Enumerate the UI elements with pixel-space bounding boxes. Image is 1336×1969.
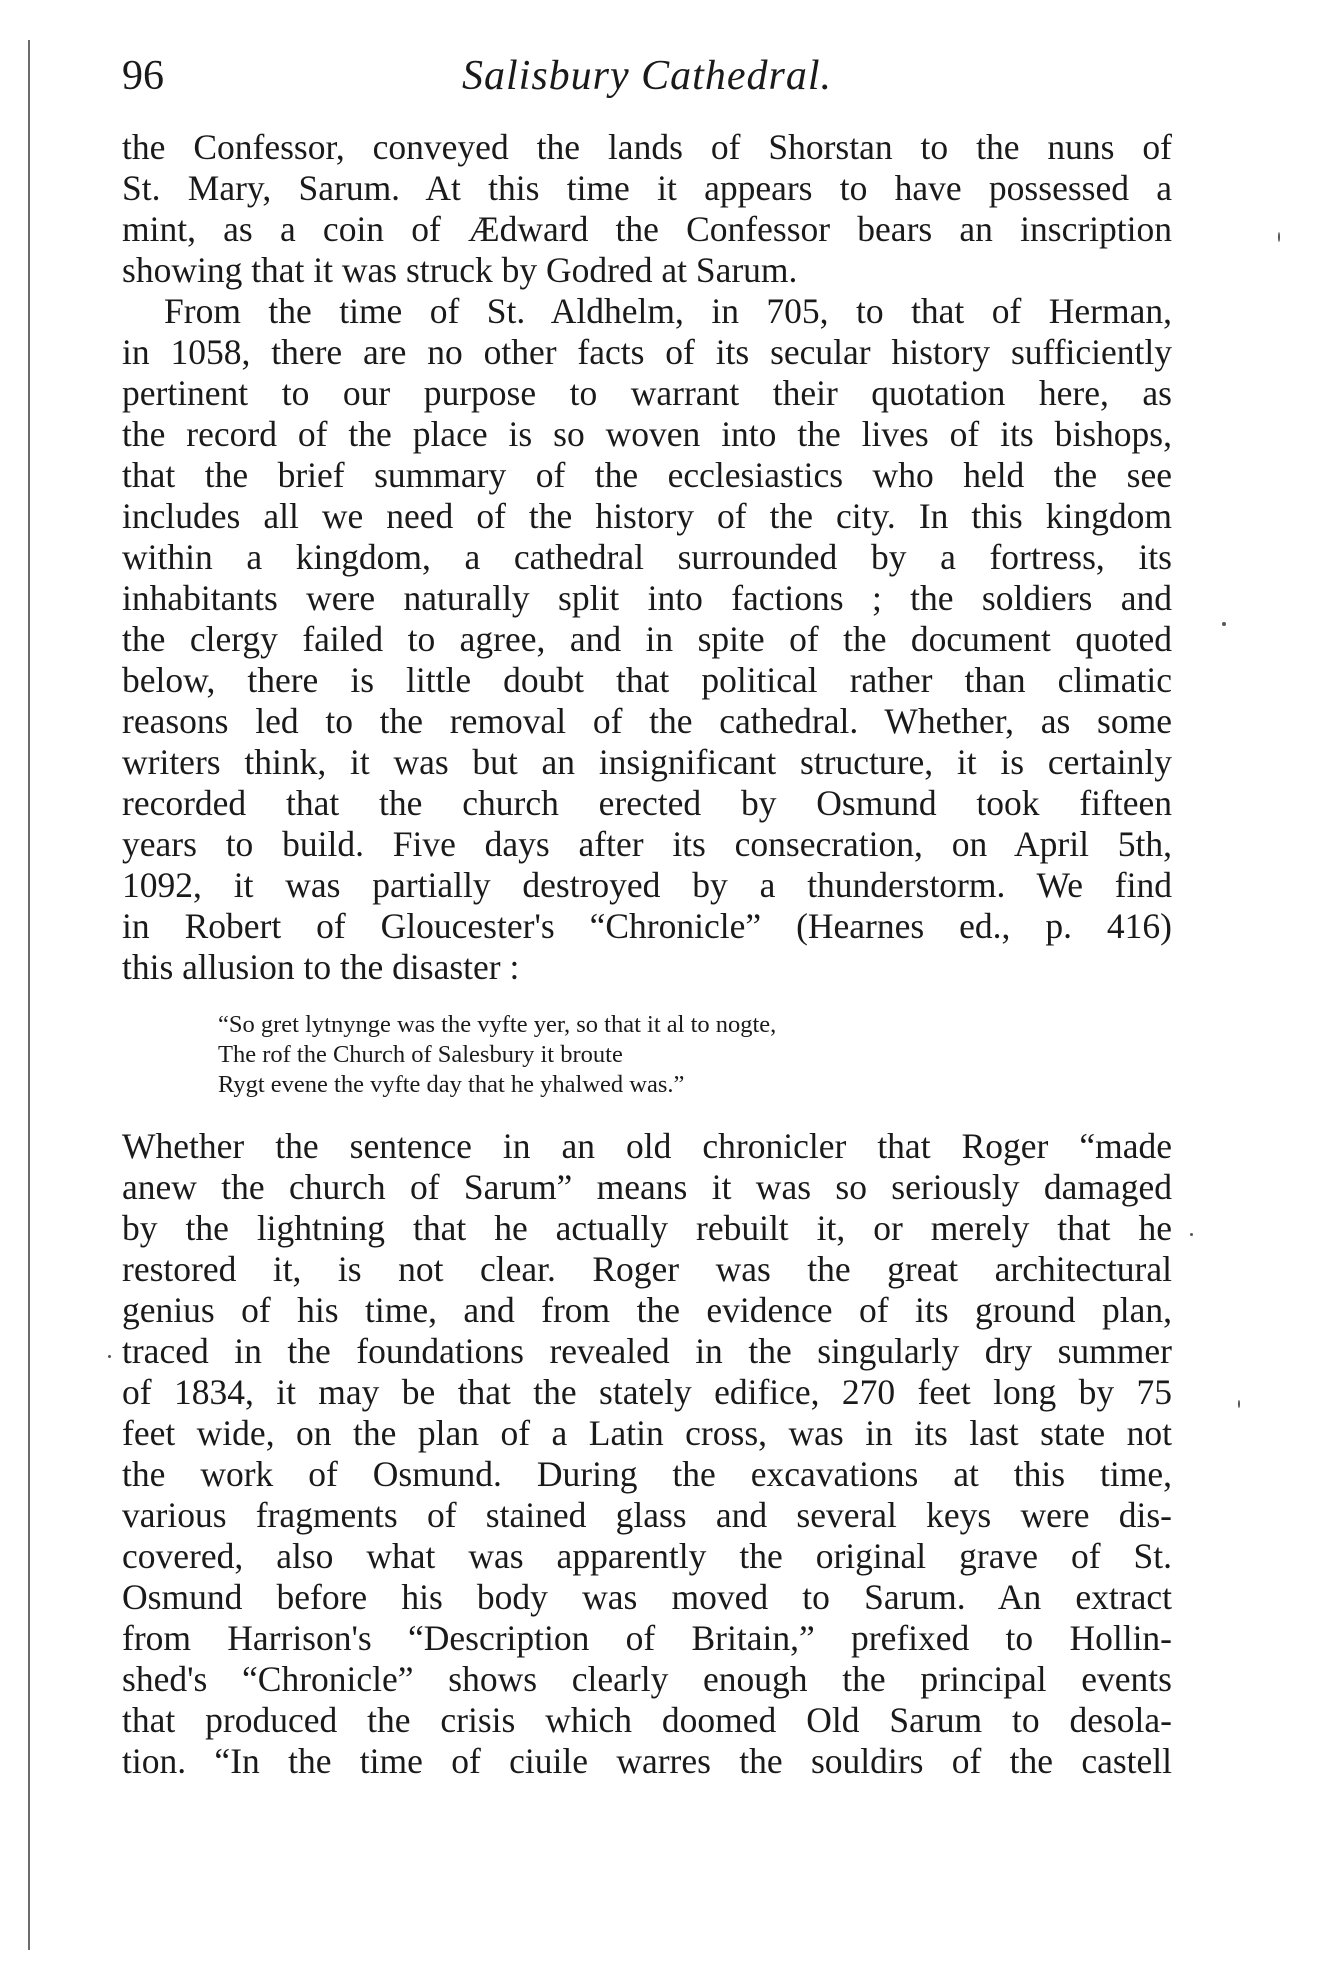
running-header [122, 52, 1172, 112]
text-line: restored it, is not clear. Roger was the great architectural [122, 1249, 1172, 1289]
text-line: the work of Osmund. During the excavations at this time, [122, 1454, 1172, 1494]
text-line: covered, also what was apparently the original grave of St. [122, 1536, 1172, 1576]
text-line: of 1834, it may be that the stately edifice, 270 feet long by 75 [122, 1372, 1172, 1412]
text-line: in 1058, there are no other facts of its secular history sufficiently [122, 332, 1172, 372]
verse-quotation [218, 1010, 1172, 1100]
running-title: Salisbury Cathedral. [461, 53, 832, 99]
text-line: within a kingdom, a cathedral surrounded by a fortress, its [122, 537, 1172, 577]
paragraph-2 [122, 291, 1172, 988]
text-line: reasons led to the removal of the cathedral. Whether, as some [122, 701, 1172, 741]
scan-speck [1190, 1233, 1193, 1236]
text-line: recorded that the church erected by Osmund took fifteen [122, 783, 1172, 823]
verse-line: The rof the Church of Salesbury it broute [218, 1041, 623, 1068]
text-line: the Confessor, conveyed the lands of Shorstan to the nuns of [122, 127, 1172, 167]
text-line: from Harrison's “Description of Britain,” prefixed to Hollin- [122, 1618, 1172, 1658]
text-line: shed's “Chronicle” shows clearly enough the principal events [122, 1659, 1172, 1699]
text-line: the clergy failed to agree, and in spite of the document quoted [122, 619, 1172, 659]
scan-speck [1222, 622, 1226, 626]
text-line: in Robert of Gloucester's “Chronicle” (Hearnes ed., p. 416) [122, 906, 1172, 946]
scan-speck [108, 1355, 111, 1358]
text-line: the record of the place is so woven into the lives of its bishops, [122, 414, 1172, 454]
verse-line: “So gret lytnynge was the vyfte yer, so that it al to nogte, [218, 1011, 777, 1038]
text-line: by the lightning that he actually rebuilt it, or merely that he [122, 1208, 1172, 1248]
text-line: that the brief summary of the ecclesiastics who held the see [122, 455, 1172, 495]
page-edge-rule [28, 40, 30, 1950]
text-line: includes all we need of the history of the city. In this kingdom [122, 496, 1172, 536]
text-line: mint, as a coin of Ædward the Confessor bears an inscription [122, 209, 1172, 249]
text-line: various fragments of stained glass and several keys were dis- [122, 1495, 1172, 1535]
text-line: below, there is little doubt that political rather than climatic [122, 660, 1172, 700]
text-line: showing that it was struck by Godred at Sarum. [122, 250, 798, 290]
text-line: Osmund before his body was moved to Sarum. An extract [122, 1577, 1172, 1617]
text-line: this allusion to the disaster : [122, 947, 520, 987]
text-line: writers think, it was but an insignificant structure, it is certainly [122, 742, 1172, 782]
text-line: tion. “In the time of ciuile warres the souldirs of the castell [122, 1741, 1172, 1781]
text-line: genius of his time, and from the evidence of its ground plan, [122, 1290, 1172, 1330]
text-line: St. Mary, Sarum. At this time it appears to have possessed a [122, 168, 1172, 208]
text-line: inhabitants were naturally split into factions ; the soldiers and [122, 578, 1172, 618]
verse-line: Rygt evene the vyfte day that he yhalwed was.” [218, 1071, 685, 1098]
text-line: years to build. Five days after its consecration, on April 5th, [122, 824, 1172, 864]
paragraph-1 [122, 127, 1172, 291]
page-number: 96 [122, 53, 164, 99]
page-body [122, 127, 1172, 1782]
text-line: feet wide, on the plan of a Latin cross, was in its last state not [122, 1413, 1172, 1453]
scan-speck [1238, 1400, 1240, 1408]
scan-speck [1278, 232, 1280, 242]
text-line: From the time of St. Aldhelm, in 705, to that of Herman, [164, 291, 1172, 331]
text-line: anew the church of Sarum” means it was so seriously damaged [122, 1167, 1172, 1207]
text-line: that produced the crisis which doomed Old Sarum to desola- [122, 1700, 1172, 1740]
text-line: pertinent to our purpose to warrant their quotation here, as [122, 373, 1172, 413]
text-line: 1092, it was partially destroyed by a thunderstorm. We find [122, 865, 1172, 905]
paragraph-3 [122, 1126, 1172, 1782]
text-line: traced in the foundations revealed in the singularly dry summer [122, 1331, 1172, 1371]
text-line: Whether the sentence in an old chronicler that Roger “made [122, 1126, 1172, 1166]
